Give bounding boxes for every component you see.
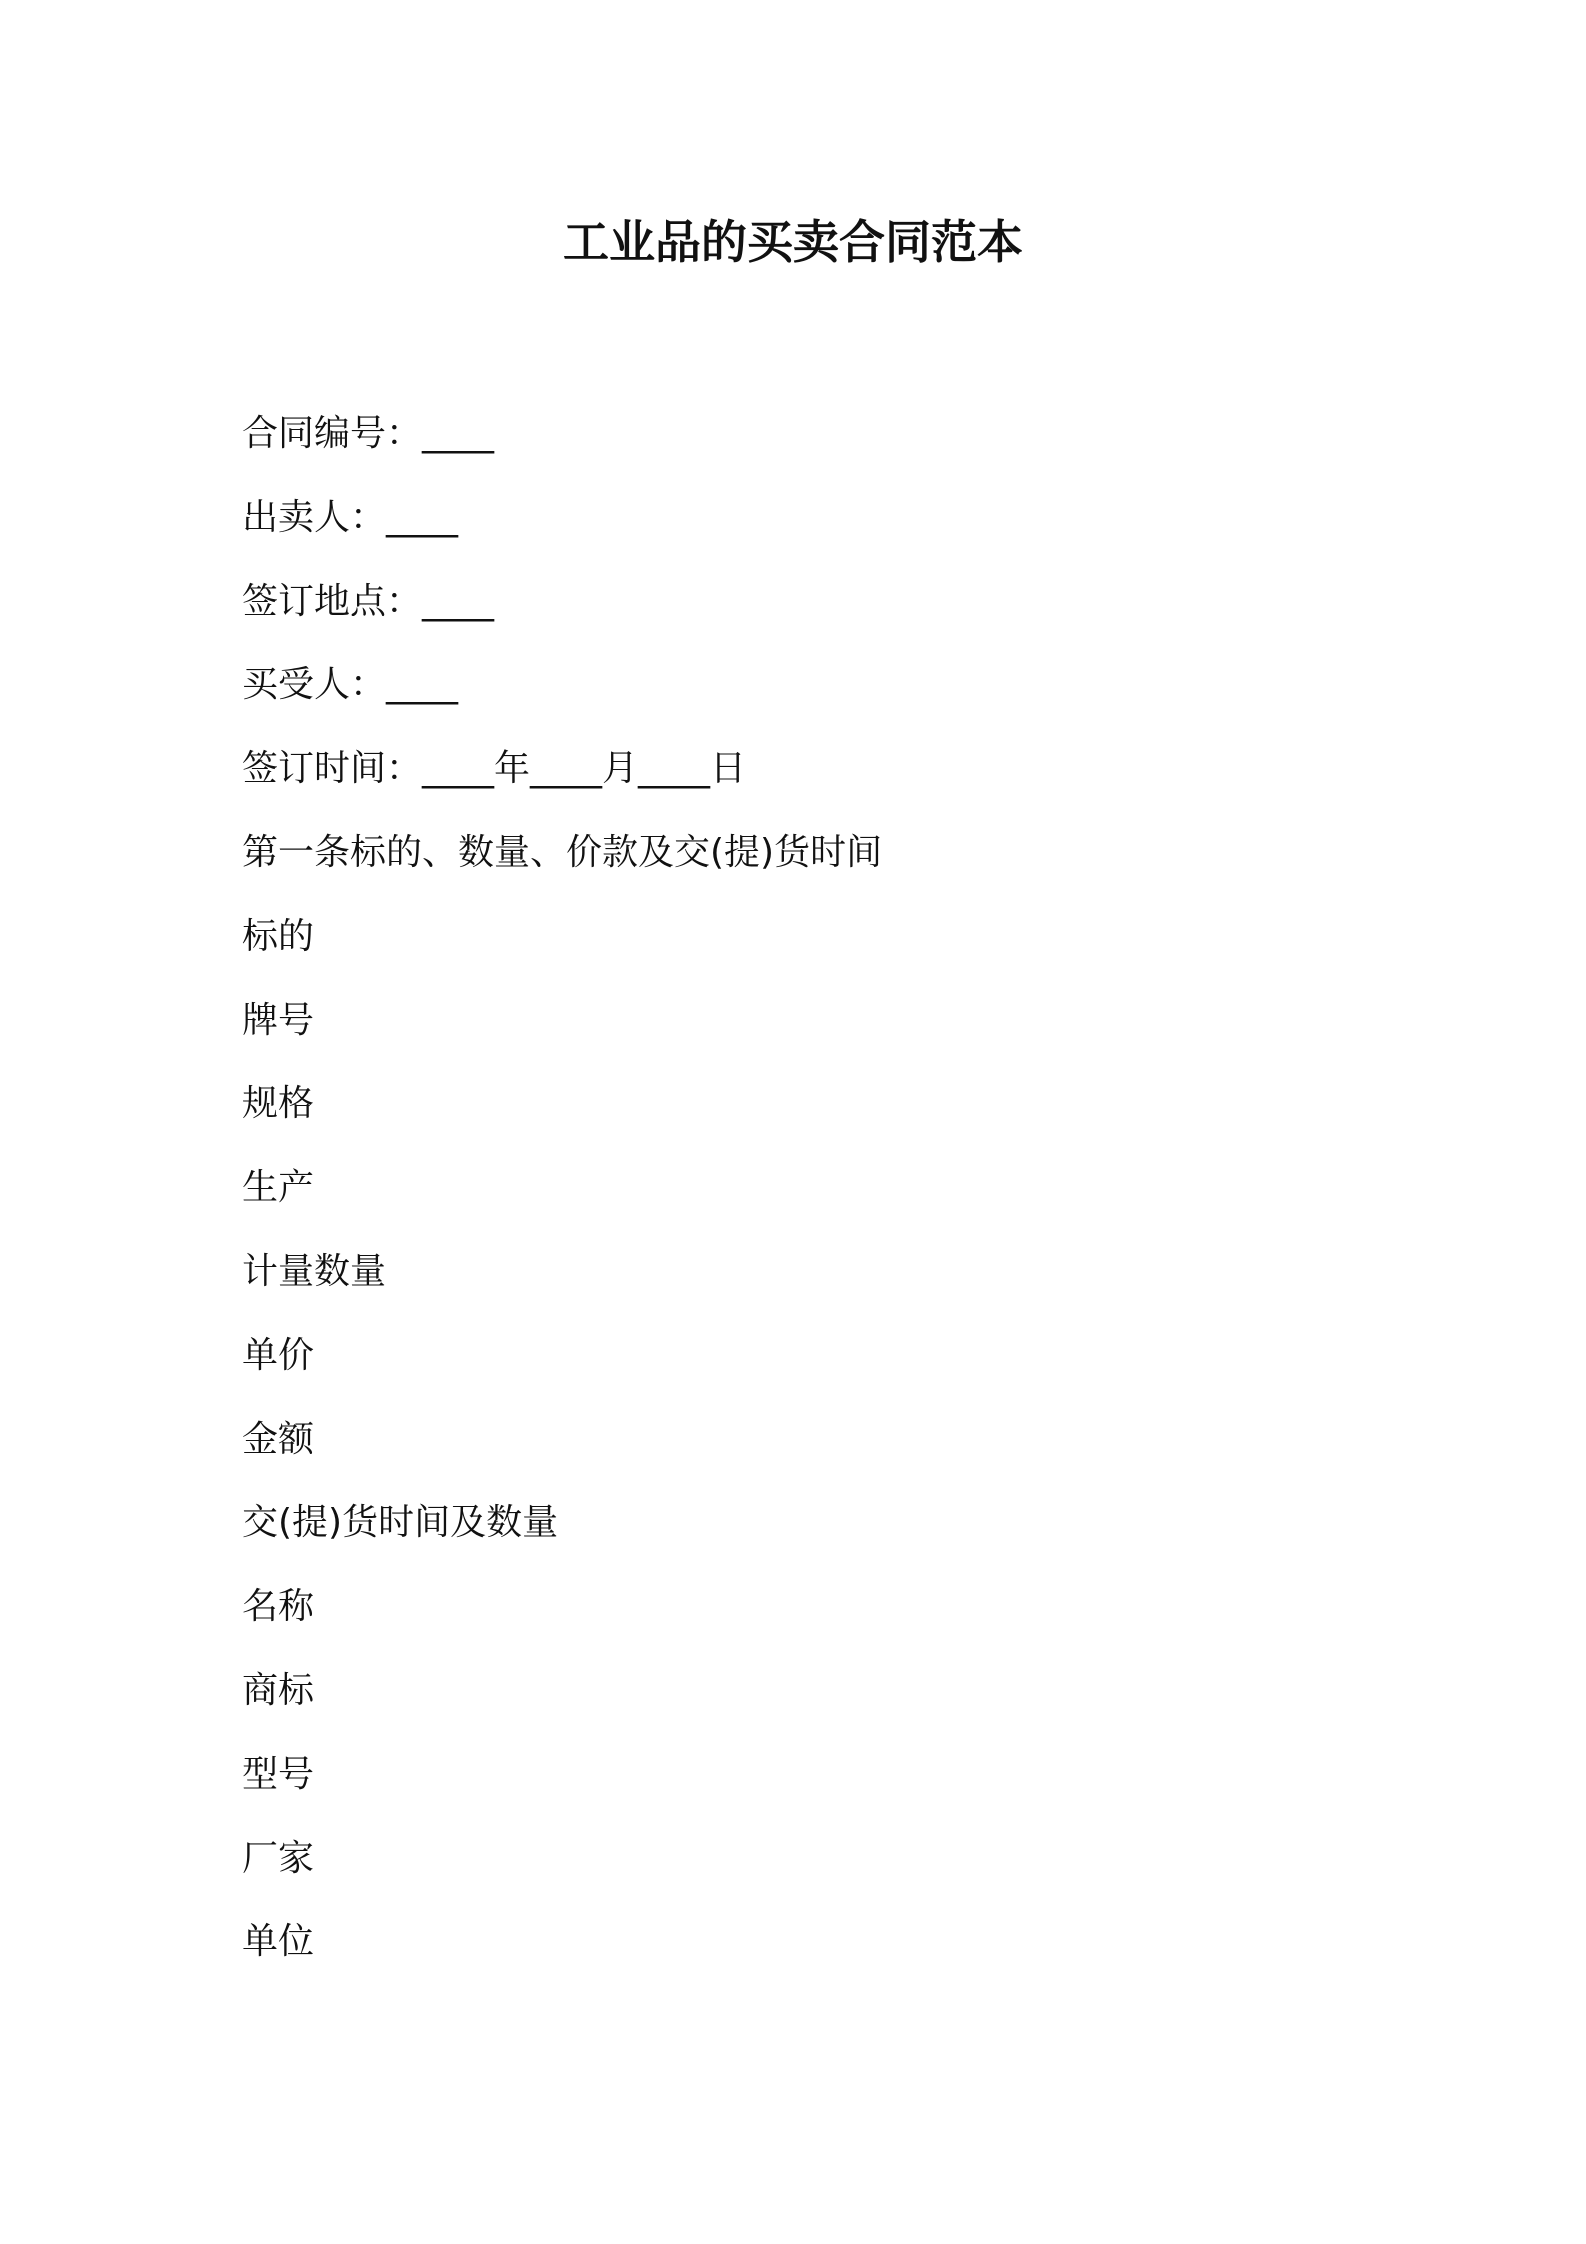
item-subject: 标的 <box>242 915 315 957</box>
article-1-heading: 第一条标的、数量、价款及交(提)货时间 <box>242 831 883 873</box>
item-trademark: 商标 <box>242 1669 315 1711</box>
item-manufacturer: 厂家 <box>242 1837 315 1879</box>
field-signing-date: 签订时间：____年____月____日 <box>242 748 747 790</box>
field-seller: 出卖人：____ <box>242 496 459 538</box>
field-signing-place: 签订地点：____ <box>242 580 495 622</box>
field-buyer: 买受人：____ <box>242 664 459 706</box>
contract-lines <box>242 406 1342 1998</box>
item-production: 生产 <box>242 1167 315 1209</box>
item-unit-price: 单价 <box>242 1334 315 1376</box>
item-amount: 金额 <box>242 1418 315 1460</box>
item-grade: 牌号 <box>242 999 315 1041</box>
item-model: 型号 <box>242 1753 315 1795</box>
document-title: 工业品的买卖合同范本 <box>563 215 1023 269</box>
item-name: 名称 <box>242 1586 315 1628</box>
field-contract-number: 合同编号：____ <box>242 413 495 454</box>
item-measure-quantity: 计量数量 <box>242 1250 387 1292</box>
item-unit: 单位 <box>242 1921 315 1963</box>
item-specification: 规格 <box>242 1083 315 1125</box>
item-delivery-time-quantity: 交(提)货时间及数量 <box>242 1502 559 1544</box>
